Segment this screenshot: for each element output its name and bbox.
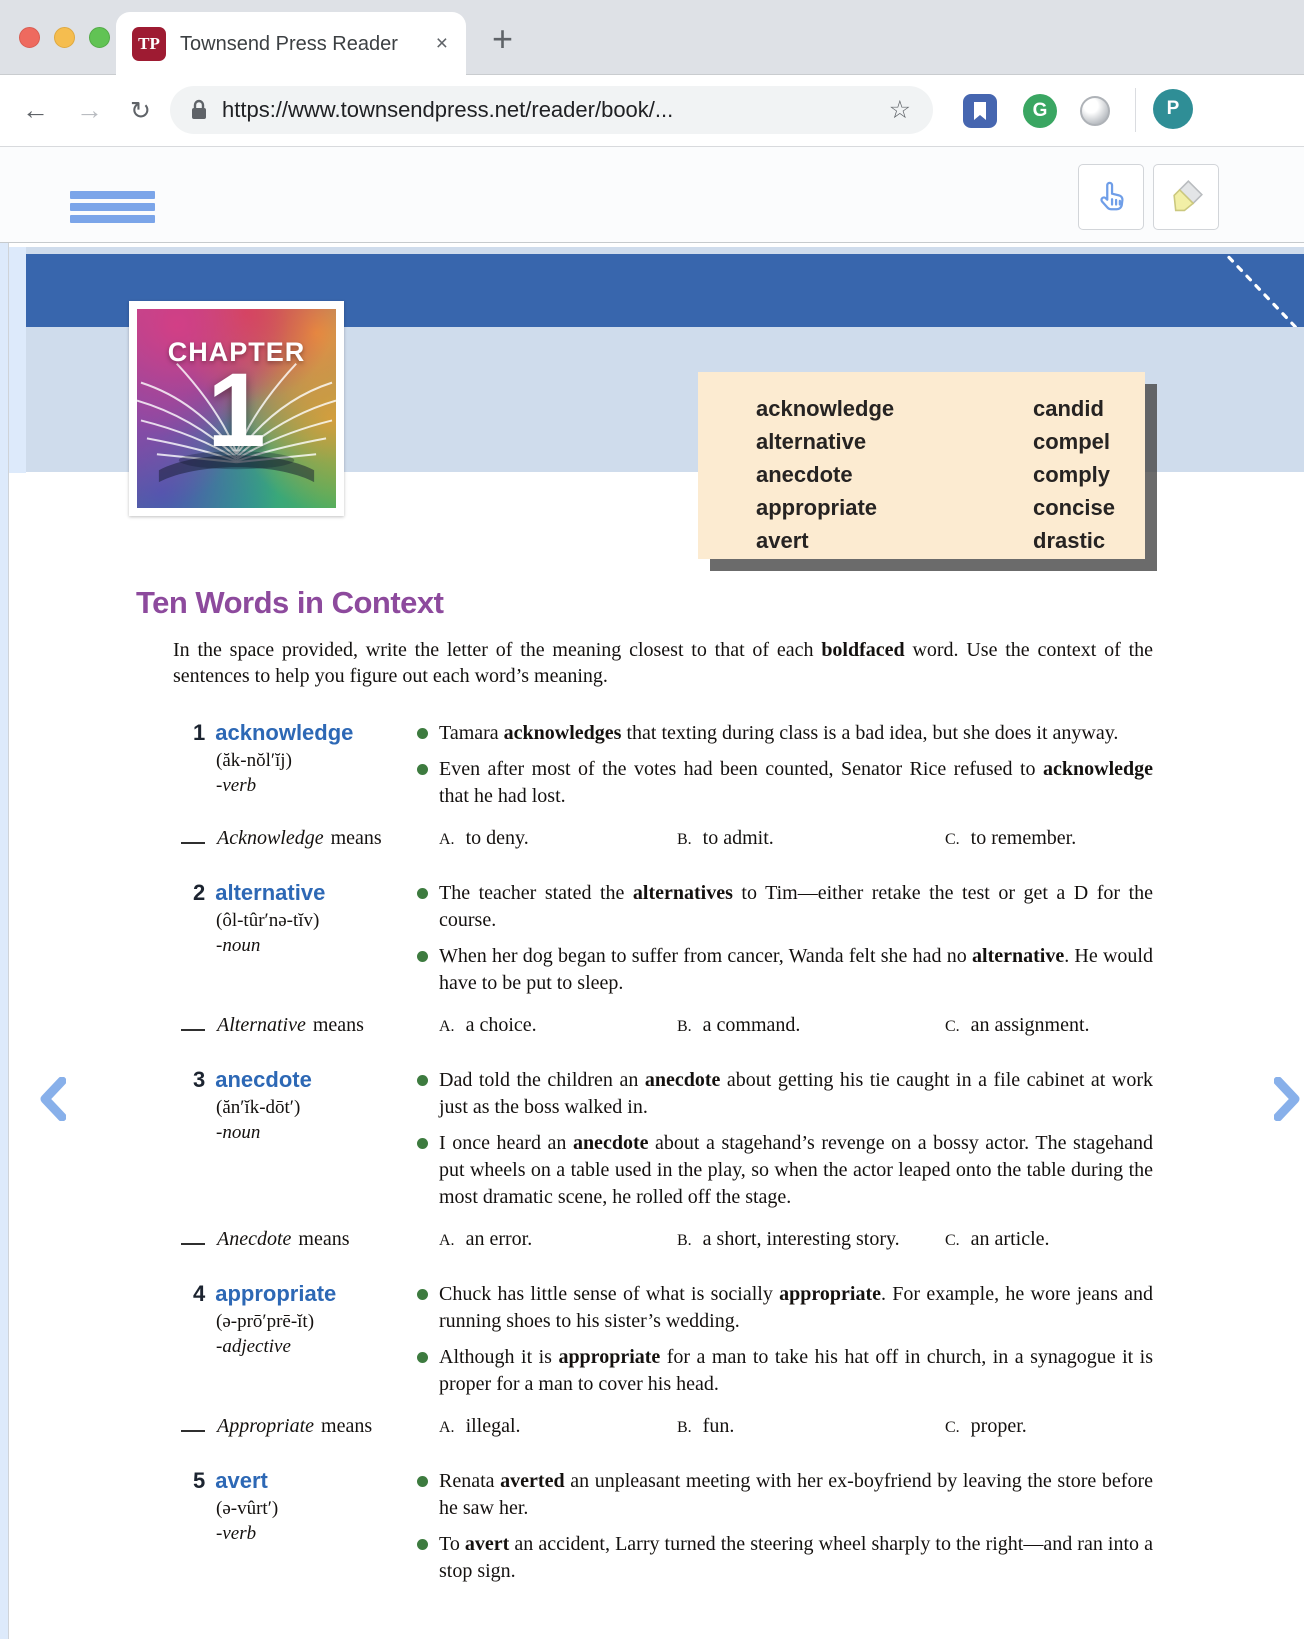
entry-number: 3: [193, 1067, 206, 1092]
answer-option: B. a short, interesting story.: [677, 1228, 900, 1250]
pointer-tool-button[interactable]: [1078, 164, 1144, 230]
example-sentence: Tamara acknowledges that texting during class is a bad idea, but she does it anyway.: [417, 720, 1153, 747]
new-tab-button[interactable]: +: [492, 18, 514, 59]
entry-means-row: [173, 1014, 1153, 1037]
entry-part-of-speech: -adjective: [216, 1336, 291, 1357]
entry-pronunciation: (ăn′ĭk-dōt′): [216, 1097, 301, 1118]
entry-part-of-speech: -verb: [216, 775, 257, 796]
window-controls: [19, 27, 110, 48]
entry-sentences: [417, 1468, 1153, 1594]
entry-sentences: [417, 880, 1153, 1006]
word-entry: [173, 1281, 1153, 1438]
means-word: Appropriate: [217, 1415, 315, 1437]
example-sentence: Chuck has little sense of what is socially appropriate. For example, he wore jeans and running shoes to his sister’s wedding.: [417, 1281, 1153, 1335]
example-sentence: Dad told the children an anecdote about getting his tie caught in a file cabinet at work just as the boss walked in.: [417, 1067, 1153, 1121]
answer-option: B. a command.: [677, 1014, 801, 1036]
entry-headword: acknowledge: [215, 720, 354, 745]
word-box-item: acknowledge: [756, 396, 895, 421]
example-sentence: To avert an accident, Larry turned the steering wheel sharply to the right—and ran into a stop sign.: [417, 1531, 1153, 1585]
entry-part-of-speech: -verb: [216, 1523, 257, 1544]
answer-option: A. a choice.: [439, 1014, 537, 1036]
chapter-word-box: [698, 372, 1145, 559]
address-bar[interactable]: [170, 86, 933, 134]
means-word: Acknowledge: [217, 827, 324, 849]
answer-option: B. to admit.: [677, 827, 774, 849]
entry-number: 1: [193, 720, 206, 745]
word-entry: [173, 720, 1153, 850]
close-window-button[interactable]: [19, 27, 40, 48]
entry-means-row: [173, 1415, 1153, 1438]
hand-pointer-icon: [1093, 179, 1129, 215]
entry-part-of-speech: -noun: [216, 935, 261, 956]
means-label: means: [321, 1415, 373, 1437]
word-box-item: appropriate: [756, 495, 878, 520]
word-box-column-2: [1033, 392, 1115, 559]
answer-option: A. illegal.: [439, 1415, 521, 1437]
entry-headword: appropriate: [215, 1281, 337, 1306]
means-label: means: [312, 1014, 364, 1036]
entry-number: 4: [193, 1281, 206, 1306]
highlighter-tool-button[interactable]: [1153, 164, 1219, 230]
word-box-item: concise: [1033, 495, 1115, 520]
section-heading: Ten Words in Context: [136, 585, 444, 620]
url-text: https://www.townsendpress.net/reader/book/...: [222, 97, 674, 122]
answer-option: B. fun.: [677, 1415, 735, 1437]
grammarly-extension-icon[interactable]: G: [1023, 94, 1057, 128]
corner-dotted-line: [1204, 254, 1304, 327]
address-bar-row: [0, 75, 1304, 146]
answer-blank[interactable]: [181, 1231, 205, 1245]
reader-content: [0, 243, 1304, 1639]
entry-headword: alternative: [215, 880, 326, 905]
entry-number: 2: [193, 880, 206, 905]
answer-option: C. to remember.: [945, 827, 1077, 849]
instructions-text: In the space provided, write the letter of the meaning closest to that of each boldfaced word. Use the context of the sentences to help you figure out each word’s meaning.: [173, 639, 1153, 687]
lock-icon: [190, 99, 208, 121]
forward-icon[interactable]: →: [76, 95, 103, 125]
entry-pronunciation: (ə-prō′prē-ĭt): [216, 1311, 315, 1332]
answer-blank[interactable]: [181, 830, 205, 844]
bullet-icon: [417, 1138, 428, 1149]
word-box-item: comply: [1033, 462, 1111, 487]
word-entries-list: [173, 720, 1153, 1594]
bullet-icon: [417, 1289, 428, 1300]
chapter-number: 1: [207, 352, 266, 469]
browser-tab[interactable]: [116, 12, 466, 76]
answer-blank[interactable]: [181, 1017, 205, 1031]
tab-title: Townsend Press Reader: [180, 32, 398, 55]
example-sentence: I once heard an anecdote about a stagehand’s revenge on a bossy actor. The stagehand put wheels on a table used in the play, so when the actor leaped onto the table during the most dramatic scene, he rolled off the stage.: [417, 1130, 1153, 1211]
example-sentence: The teacher stated the alternatives to Tim—either retake the test or get a D for the course.: [417, 880, 1153, 934]
word-entry: [173, 880, 1153, 1037]
reload-icon[interactable]: ↻: [130, 96, 151, 125]
tab-strip: [0, 0, 1304, 75]
bullet-icon: [417, 1476, 428, 1487]
bookmark-star-icon[interactable]: ☆: [888, 96, 911, 124]
entry-pronunciation: (ăk-nŏl′ĭj): [216, 750, 292, 771]
word-box-item: avert: [756, 528, 809, 553]
entry-sentences: [417, 1281, 1153, 1407]
bullet-icon: [417, 728, 428, 739]
entry-pronunciation: (ə-vûrt′): [216, 1498, 279, 1519]
entry-sentences: [417, 720, 1153, 819]
means-label: means: [298, 1228, 350, 1250]
menu-icon[interactable]: [70, 191, 155, 223]
answer-option: C. an assignment.: [945, 1014, 1090, 1036]
entry-options: [439, 1228, 1153, 1251]
means-word: Anecdote: [217, 1228, 292, 1250]
entry-means-row: [173, 827, 1153, 850]
next-page-chevron[interactable]: [1274, 1077, 1300, 1121]
word-box-item: candid: [1033, 396, 1104, 421]
chapter-image: [129, 301, 344, 516]
bullet-icon: [417, 1352, 428, 1363]
answer-option: C. proper.: [945, 1415, 1027, 1437]
example-sentence: Even after most of the votes had been counted, Senator Rice refused to acknowledge that he had lost.: [417, 756, 1153, 810]
toolbar-divider: [1135, 88, 1136, 132]
entry-means-row: [173, 1228, 1153, 1251]
profile-avatar[interactable]: P: [1153, 89, 1193, 129]
example-sentence: Although it is appropriate for a man to take his hat off in church, in a synagogue it is proper for a man to cover his head.: [417, 1344, 1153, 1398]
bullet-icon: [417, 1075, 428, 1086]
answer-option: C. an article.: [945, 1228, 1050, 1250]
word-box-item: compel: [1033, 429, 1111, 454]
page-margin-strip: [9, 247, 26, 473]
means-label: means: [330, 827, 382, 849]
example-sentence: Renata averted an unpleasant meeting with her ex-boyfriend by leaving the store before he saw her.: [417, 1468, 1153, 1522]
reader-toolbar: [0, 146, 1304, 243]
means-word: Alternative: [217, 1014, 306, 1036]
townsend-press-favicon: TP: [132, 27, 166, 61]
highlighter-icon: [1167, 178, 1205, 216]
answer-option: A. an error.: [439, 1228, 533, 1250]
entry-options: [439, 1014, 1153, 1037]
book-page: [8, 243, 1304, 1639]
answer-blank[interactable]: [181, 1418, 205, 1432]
entry-headword: anecdote: [215, 1067, 312, 1092]
entry-options: [439, 827, 1153, 850]
entry-sentences: [417, 1067, 1153, 1220]
zoom-window-button[interactable]: [89, 27, 110, 48]
header-band-edge: [26, 247, 1304, 254]
previous-page-chevron[interactable]: [40, 1077, 66, 1121]
word-box-column-1: [756, 392, 1033, 559]
word-entry: [173, 1067, 1153, 1251]
example-sentence: When her dog began to suffer from cancer, Wanda felt she had no alternative. He would have to be put to sleep.: [417, 943, 1153, 997]
word-box-item: anecdote: [756, 462, 853, 487]
bullet-icon: [417, 951, 428, 962]
bullet-icon: [417, 888, 428, 899]
bookmark-extension-icon[interactable]: [963, 94, 997, 128]
bullet-icon: [417, 1539, 428, 1550]
tab-close-icon[interactable]: ×: [435, 32, 448, 55]
extension-orb-icon[interactable]: [1080, 96, 1110, 126]
bullet-icon: [417, 764, 428, 775]
entry-pronunciation: (ôl-tûr′nə-tĭv): [216, 910, 320, 931]
entry-headword: avert: [215, 1468, 268, 1493]
minimize-window-button[interactable]: [54, 27, 75, 48]
back-icon[interactable]: ←: [22, 95, 49, 125]
entry-part-of-speech: -noun: [216, 1122, 261, 1143]
answer-option: A. to deny.: [439, 827, 529, 849]
chapter-label: CHAPTER: [167, 337, 306, 367]
entry-number: 5: [193, 1468, 206, 1493]
word-entry: [173, 1468, 1153, 1594]
word-box-item: alternative: [756, 429, 867, 454]
word-box-item: drastic: [1033, 528, 1106, 553]
entry-options: [439, 1415, 1153, 1438]
